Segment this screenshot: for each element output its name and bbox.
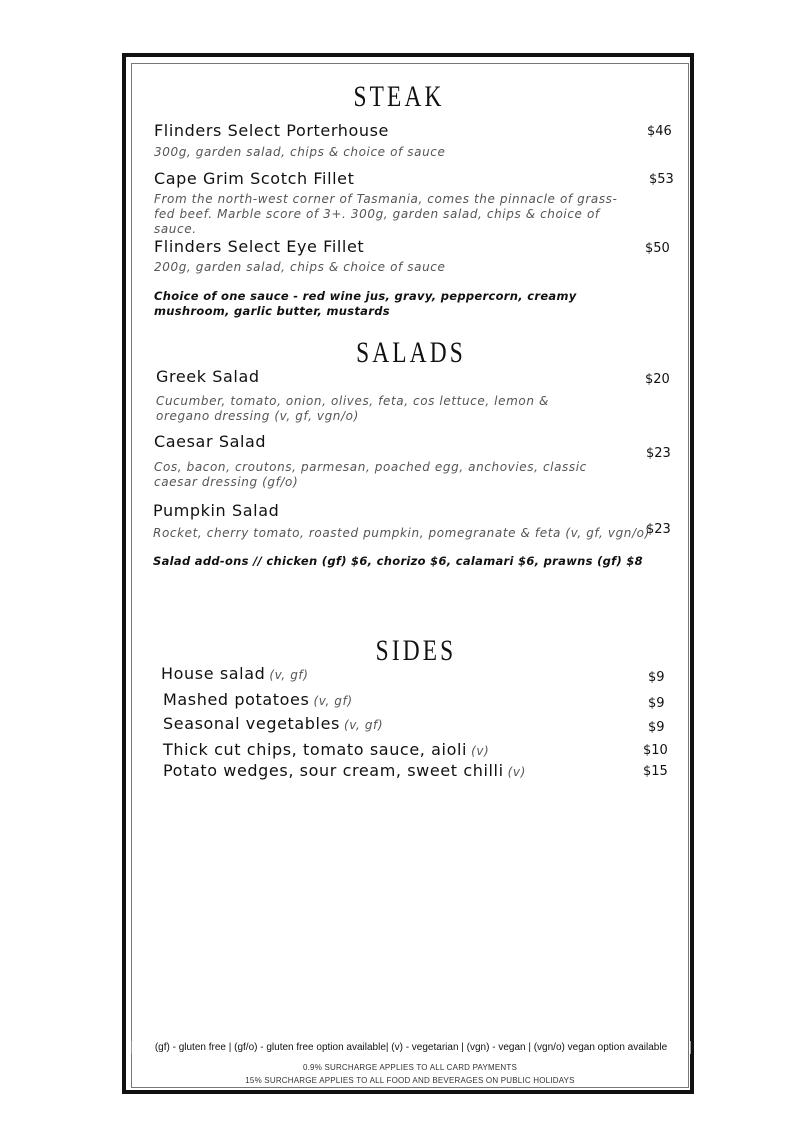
side-item-name: Thick cut chips, tomato sauce, aioli — [163, 740, 468, 759]
salad-item-price: $20 — [645, 372, 670, 387]
salad-item-name: Greek Salad — [156, 367, 260, 386]
steak-item-desc: From the north-west corner of Tasmania, comes the pinnacle of grass-fed beef. Marble score of 3+. 300g, garden salad, chips & choice of sauce. — [154, 192, 618, 236]
side-item — [161, 664, 309, 683]
steak-heading: STEAK — [353, 80, 445, 113]
steak-item-desc: 300g, garden salad, chips & choice of sauce — [154, 145, 446, 159]
steak-item-price: $46 — [647, 124, 672, 139]
side-item — [163, 714, 383, 733]
steak-item-price: $53 — [649, 172, 674, 187]
steak-item-price: $50 — [645, 241, 670, 256]
steak-item-name: Cape Grim Scotch Fillet — [154, 169, 355, 188]
card-surcharge-note: 0.9% SURCHARGE APPLIES TO ALL CARD PAYMENTS — [302, 1063, 517, 1072]
side-item-price: $10 — [643, 743, 668, 758]
side-item-diet: (v, gf) — [343, 718, 384, 732]
sauce-note: Choice of one sauce - red wine jus, gravy, peppercorn, creamy mushroom, garlic butter, mustards — [154, 289, 577, 318]
side-item-price: $9 — [648, 720, 665, 735]
salad-item-name: Caesar Salad — [154, 432, 267, 451]
salads-heading: SALADS — [356, 336, 466, 369]
side-item — [163, 690, 353, 709]
sides-heading: SIDES — [375, 634, 457, 667]
salad-addons-note: Salad add-ons // chicken (gf) $6, chorizo $6, calamari $6, prawns (gf) $8 — [153, 554, 643, 568]
steak-item-desc: 200g, garden salad, chips & choice of sauce — [154, 260, 446, 274]
side-item-diet: (v) — [507, 765, 526, 779]
steak-item-name: Flinders Select Eye Fillet — [154, 237, 365, 256]
holiday-surcharge-note: 15% SURCHARGE APPLIES TO ALL FOOD AND BEVERAGES ON PUBLIC HOLIDAYS — [245, 1076, 575, 1085]
salad-item-name: Pumpkin Salad — [153, 501, 280, 520]
side-item-price: $9 — [648, 696, 665, 711]
steak-item-name: Flinders Select Porterhouse — [154, 121, 389, 140]
side-item-diet: (v) — [471, 744, 490, 758]
side-item-name: Potato wedges, sour cream, sweet chilli — [163, 761, 504, 780]
side-item-price: $9 — [648, 670, 665, 685]
salad-item-desc: Cos, bacon, croutons, parmesan, poached egg, anchovies, classic caesar dressing (gf/o) — [154, 460, 587, 489]
side-item-diet: (v, gf) — [313, 694, 353, 708]
side-item-price: $15 — [643, 764, 668, 779]
salad-item-desc: Cucumber, tomato, onion, olives, feta, cos lettuce, lemon & oregano dressing (v, gf, vgn/o) — [156, 394, 549, 423]
salad-item-desc: Rocket, cherry tomato, roasted pumpkin, pomegranate & feta (v, gf, vgn/o) — [153, 526, 650, 540]
dietary-legend: (gf) - gluten free | (gf/o) - gluten free option available| (v) - vegetarian | (vgn) - vegan | (vgn/o) vegan option available — [131, 1041, 691, 1054]
side-item — [163, 761, 526, 780]
side-item — [163, 740, 489, 759]
side-item-name: House salad — [161, 664, 266, 683]
side-item-name: Seasonal vegetables — [163, 714, 340, 733]
salad-item-price: $23 — [646, 522, 671, 537]
side-item-diet: (v, gf) — [269, 668, 309, 682]
side-item-name: Mashed potatoes — [163, 690, 310, 709]
salad-item-price: $23 — [646, 446, 671, 461]
